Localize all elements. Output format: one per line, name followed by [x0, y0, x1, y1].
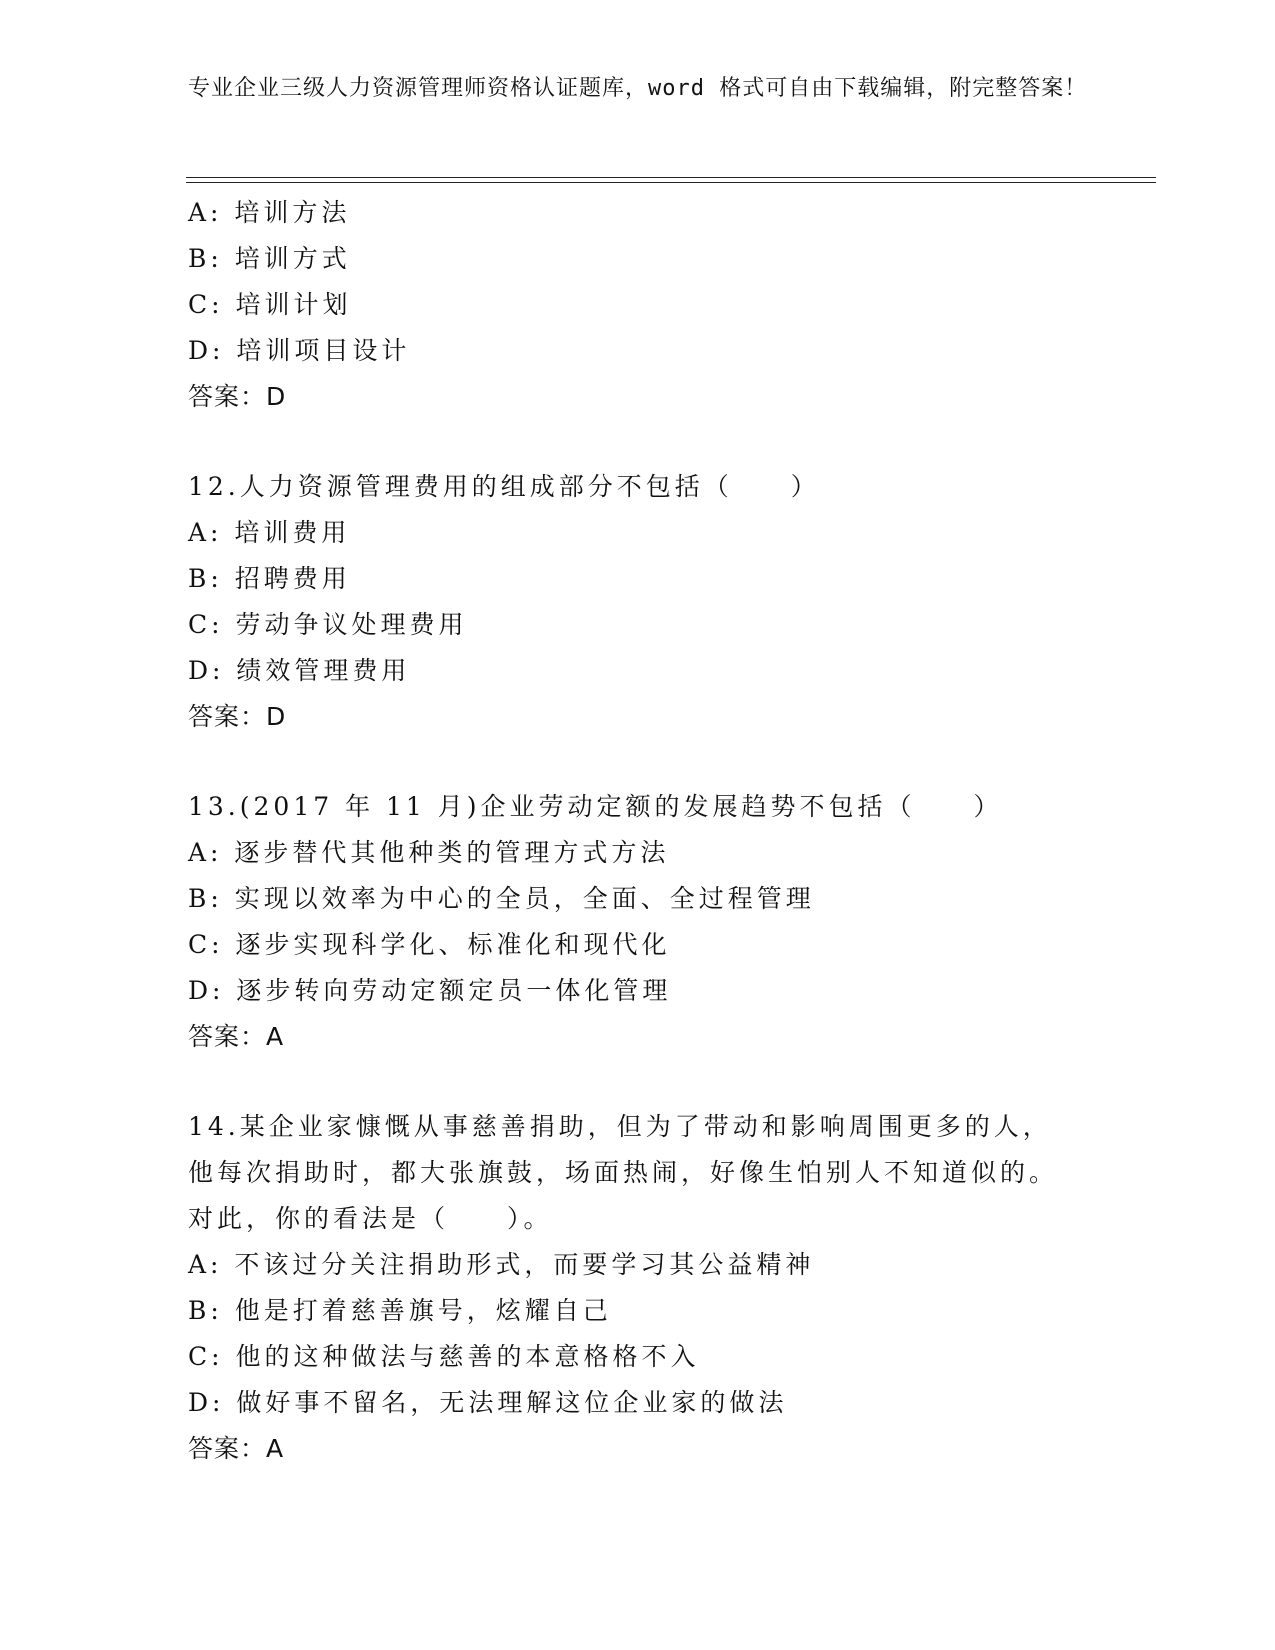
option-c: C: 逐步实现科学化、标准化和现代化 — [188, 930, 671, 959]
answer-line: 答案：D — [188, 702, 287, 731]
option-b: B: 培训方式 — [188, 244, 351, 273]
answer-line: 答案：D — [188, 382, 287, 411]
header-rule-top — [186, 177, 1156, 178]
option-c: C: 他的这种做法与慈善的本意格格不入 — [188, 1342, 700, 1371]
option-a: A: 培训方法 — [188, 198, 351, 227]
question-text: 12.人力资源管理费用的组成部分不包括（ ） — [188, 472, 820, 501]
option-a: A: 不该过分关注捐助形式，而要学习其公益精神 — [188, 1250, 815, 1279]
question-text: 13.(2017 年 11 月)企业劳动定额的发展趋势不包括（ ） — [188, 792, 1003, 821]
option-a: A: 培训费用 — [188, 518, 351, 547]
option-d: D: 绩效管理费用 — [188, 656, 411, 685]
question-block-14 — [188, 1104, 1088, 1472]
option-c: C: 劳动争议处理费用 — [188, 610, 468, 639]
header-rule-bottom — [186, 182, 1156, 183]
option-b: B: 招聘费用 — [188, 564, 351, 593]
option-c: C: 培训计划 — [188, 290, 352, 319]
question-text: 14.某企业家慷慨从事慈善捐助，但为了带动和影响周围更多的人，他每次捐助时，都大张旗鼓，场面热闹，好像生怕别人不知道似的。对此，你的看法是（ ）。 — [188, 1112, 1059, 1233]
document-body — [188, 190, 1088, 1472]
option-b: B: 他是打着慈善旗号，炫耀自己 — [188, 1296, 612, 1325]
option-a: A: 逐步替代其他种类的管理方式方法 — [188, 838, 670, 867]
document-header: 专业企业三级人力资源管理师资格认证题库，word 格式可自由下载编辑，附完整答案！ — [188, 76, 1088, 101]
option-b: B: 实现以效率为中心的全员，全面、全过程管理 — [188, 884, 815, 913]
option-d: D: 做好事不留名，无法理解这位企业家的做法 — [188, 1388, 788, 1417]
option-d: D: 逐步转向劳动定额定员一体化管理 — [188, 976, 672, 1005]
question-block-12 — [188, 464, 1088, 740]
question-block-11 — [188, 190, 1088, 420]
answer-line: 答案：A — [188, 1022, 285, 1051]
answer-line: 答案：A — [188, 1434, 285, 1463]
question-block-13 — [188, 784, 1088, 1060]
option-d: D: 培训项目设计 — [188, 336, 411, 365]
